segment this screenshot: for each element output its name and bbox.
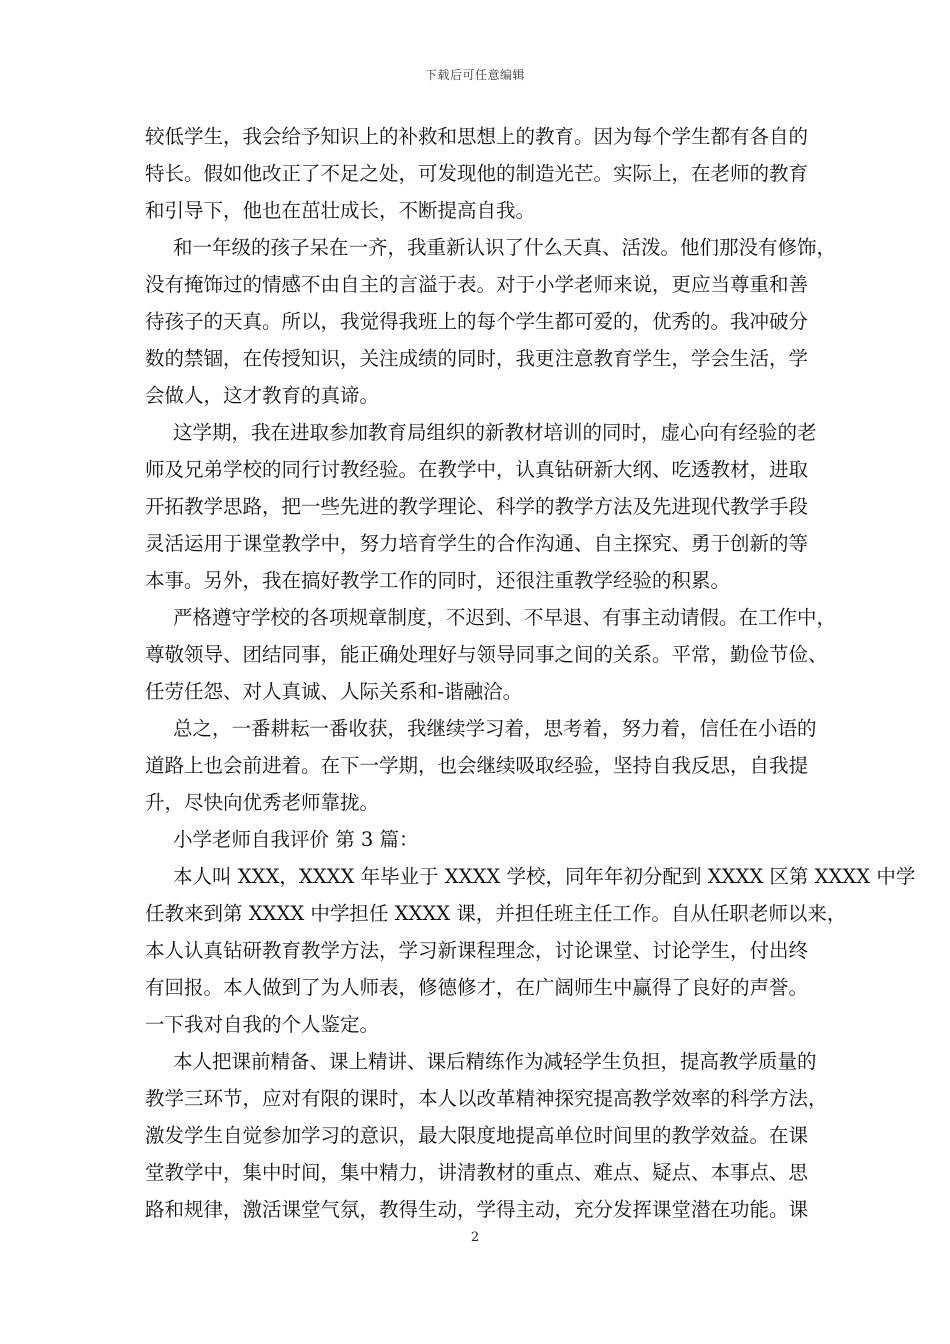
text-line: 严格遵守学校的各项规章制度，不迟到、不早退、有事主动请假。在工作中， xyxy=(173,606,837,629)
text-line: 会做人，这才教育的真谛。 xyxy=(145,384,380,407)
text-line: 一下我对自我的个人鉴定。 xyxy=(145,1013,380,1036)
text-line: 数的禁锢，在传授知识，关注成绩的同时，我更注意教育学生，学会生活，学 xyxy=(145,347,809,370)
text-line: 总之，一番耕耘一番收获，我继续学习着，思考着，努力着，信任在小语的 xyxy=(173,717,817,740)
text-line: 这学期，我在进取参加教育局组织的新教材培训的同时，虚心向有经验的老 xyxy=(173,421,817,444)
page-number: 2 xyxy=(470,1230,480,1245)
text-line: 道路上也会前进着。在下一学期，也会继续吸取经验，坚持自我反思，自我提 xyxy=(145,754,809,777)
text-line: 和一年级的孩子呆在一齐，我重新认识了什么天真、活泼。他们那没有修饰， xyxy=(173,236,837,259)
text-line: 本人把课前精备、课上精讲、课后精练作为减轻学生负担，提高教学质量的 xyxy=(173,1050,817,1073)
text-line: 堂教学中，集中时间，集中精力，讲清教材的重点、难点、疑点、本事点、思 xyxy=(145,1161,809,1184)
text-line: 待孩子的天真。所以，我觉得我班上的每个学生都可爱的，优秀的。我冲破分 xyxy=(145,310,809,333)
text-line: 和引导下，他也在茁壮成长，不断提高自我。 xyxy=(145,199,536,222)
text-line: 师及兄弟学校的同行讨教经验。在教学中，认真钻研新大纲、吃透教材，进取 xyxy=(145,458,809,481)
text-line: 较低学生，我会给予知识上的补救和思想上的教育。因为每个学生都有各自的 xyxy=(145,125,809,148)
text-line: 开拓教学思路，把一些先进的教学理论、科学的教学方法及先进现代教学手段 xyxy=(145,495,809,518)
text-line: 本事。另外，我在搞好教学工作的同时，还很注重教学经验的积累。 xyxy=(145,569,731,592)
text-line: 路和规律，激活课堂气氛，教得生动，学得主动，充分发挥课堂潜在功能。课 xyxy=(145,1198,809,1221)
page-header: 下载后可任意编辑 xyxy=(424,68,525,82)
text-line: 有回报。本人做到了为人师表，修德修才，在广阔师生中赢得了良好的声誉。 xyxy=(145,976,809,999)
text-line: 小学老师自我评价 第 3 篇： xyxy=(173,828,419,851)
text-line: 升，尽快向优秀老师靠拢。 xyxy=(145,791,380,814)
text-line: 激发学生自觉参加学习的意识，最大限度地提高单位时间里的教学效益。在课 xyxy=(145,1124,809,1147)
text-line: 没有掩饰过的情感不由自主的言溢于表。对于小学老师来说，更应当尊重和善 xyxy=(145,273,809,296)
text-line: 任教来到第 XXXX 中学担任 XXXX 课，并担任班主任工作。自从任职老师以来， xyxy=(145,902,847,925)
text-line: 任劳任怨、对人真诚、人际关系和-谐融洽。 xyxy=(145,680,523,703)
document-body xyxy=(145,118,916,1228)
text-line: 特长。假如他改正了不足之处，可发现他的制造光芒。实际上，在老师的教育 xyxy=(145,162,809,185)
text-line: 教学三环节，应对有限的课时，本人以改革精神探究提高教学效率的科学方法， xyxy=(145,1087,828,1110)
text-line: 尊敬领导、团结同事，能正确处理好与领导同事之间的关系。平常，勤俭节俭、 xyxy=(145,643,828,666)
text-line: 本人认真钻研教育教学方法，学习新课程理念，讨论课堂、讨论学生，付出终 xyxy=(145,939,809,962)
text-line: 灵活运用于课堂教学中，努力培育学生的合作沟通、自主探究、勇于创新的等 xyxy=(145,532,809,555)
text-line: 本人叫 XXX，XXXX 年毕业于 XXXX 学校，同年年初分配到 XXXX 区第 XXXX 中学 xyxy=(173,865,916,888)
